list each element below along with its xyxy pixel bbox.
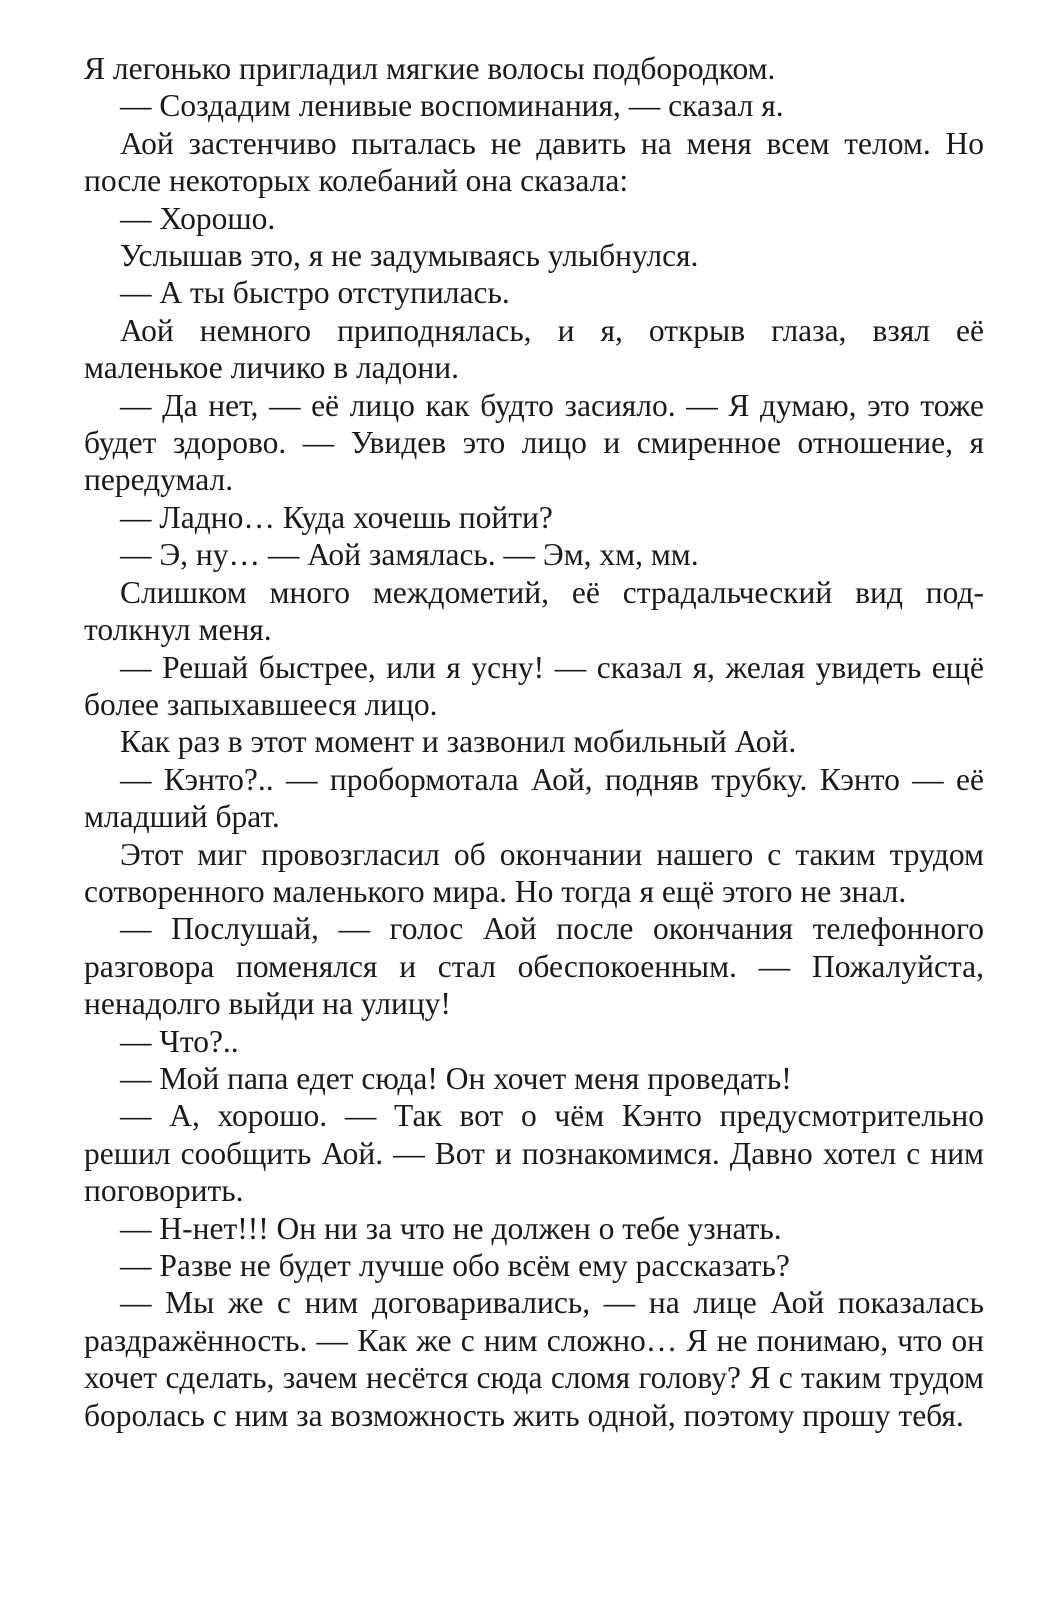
- paragraph: — Разве не будет лучше обо всём ему рассказать?: [120, 1248, 790, 1283]
- paragraph: — Решай быстрее, или я усну! — сказал я, желая увидеть ещё более запыхавшееся лицо.: [84, 649, 984, 722]
- paragraph: Аой застенчиво пыталась не давить на меня всем телом. Но после некоторых колебаний она сказала:: [84, 125, 984, 199]
- paragraph: — Э, ну… — Аой замялась. — Эм, хм, мм.: [120, 537, 699, 573]
- paragraph: — Мы же с ним договаривались, — на лице Аой показалась раздражённость. — Как же с ним сложно… Я не понимаю, что он хочет сделать, зачем несётся сюда сломя голову? Я с таким трудом боролась с ним за возможность жить одной, поэтому прошу тебя.: [84, 1285, 984, 1433]
- paragraph: Аой немного приподнялась, и я, открыв глаза, взял её маленькое личико в ладони.: [84, 312, 984, 386]
- paragraph: — Да нет, — её лицо как будто засияло. — Я думаю, это тоже будет здорово. — Увидев это лицо и смиренное отношение, я передумал.: [84, 387, 984, 498]
- paragraph: Я легонько пригладил мягкие волосы подбородком.: [84, 51, 776, 86]
- paragraph: — Н-нет!!! Он ни за что не должен о тебе узнать.: [120, 1210, 782, 1246]
- paragraph: — Что?..: [120, 1023, 239, 1059]
- book-page: [84, 50, 984, 1434]
- paragraph: Слишком много междометий, её страдальческий вид подтолкнул меня.: [84, 574, 984, 648]
- paragraph: — Хорошо.: [120, 200, 276, 236]
- paragraph: — А ты быстро отступилась.: [120, 275, 510, 311]
- paragraph: Услышав это, я не задумываясь улыбнулся.: [120, 238, 699, 274]
- paragraph: — Ладно… Куда хочешь пойти?: [120, 499, 553, 535]
- paragraph: — А, хорошо. — Так вот о чём Кэнто предусмотрительно решил сообщить Аой. — Вот и познакомимся. Давно хотел с ним поговорить.: [84, 1098, 984, 1209]
- paragraph: — Послушай, — голос Аой после окончания телефонного разговора поменялся и стал обеспокоенным. — Пожалуйста, ненадолго выйди на улицу!: [84, 911, 984, 1022]
- paragraph: — Кэнто?.. — пробормотала Аой, подняв трубку. Кэнто — её младший брат.: [84, 761, 984, 835]
- paragraph: — Создадим ленивые воспоминания, — сказал я.: [120, 88, 784, 124]
- paragraph: Как раз в этот момент и зазвонил мобильный Аой.: [120, 724, 797, 760]
- paragraph: Этот миг провозгласил об окончании нашего с таким трудом сотворенного маленького мира. Но тогда я ещё этого не знал.: [84, 836, 984, 909]
- paragraph: — Мой папа едет сюда! Он хочет меня проведать!: [120, 1060, 792, 1096]
